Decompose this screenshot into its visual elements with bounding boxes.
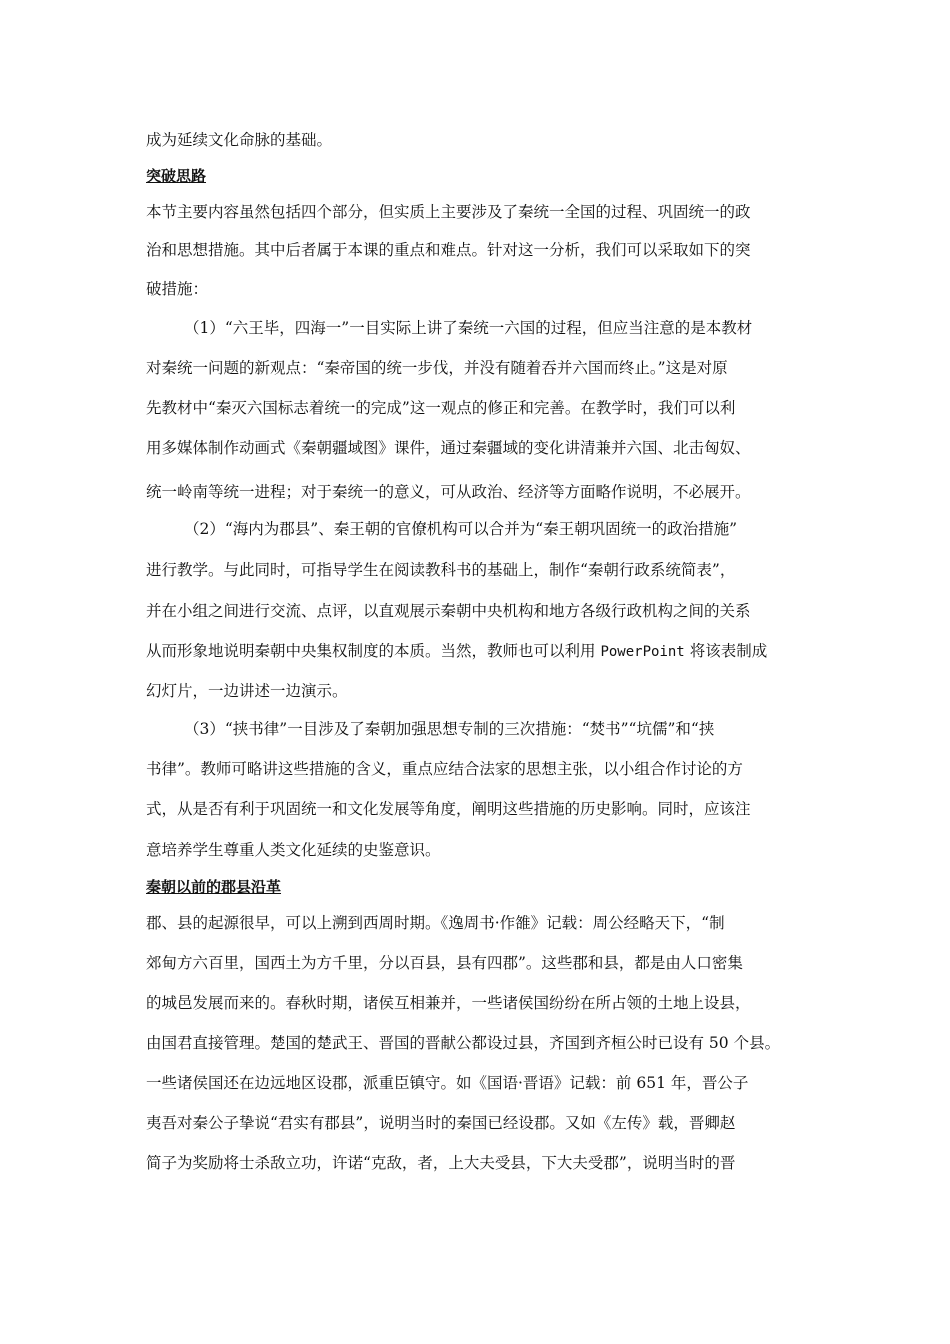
paragraph-line: 郡、县的起源很早，可以上溯到西周时期。《逸周书·作雒》记载：周公经略天下，“制 <box>146 914 725 932</box>
paragraph-line: 意培养学生尊重人类文化延续的史鉴意识。 <box>146 841 441 859</box>
paragraph-line: （1）“六王毕，四海一”一目实际上讲了秦统一六国的过程，但应当注意的是本教材 <box>184 319 753 337</box>
paragraph-line: 并在小组之间进行交流、点评，以直观展示秦朝中央机构和地方各级行政机构之间的关系 <box>146 602 751 620</box>
text-segment: 将该表制成 <box>689 642 768 660</box>
section-heading: 秦朝以前的郡县沿革 <box>146 878 282 896</box>
paragraph-line: 一些诸侯国还在边远地区设郡，派重臣镇守。如《国语·晋语》记载：前 651 年，晋公子 <box>146 1074 749 1092</box>
paragraph-line: 本节主要内容虽然包括四个部分，但实质上主要涉及了秦统一全国的过程、巩固统一的政 <box>146 203 751 221</box>
paragraph-line: 统一岭南等统一进程；对于秦统一的意义，可从政治、经济等方面略作说明，不必展开。 <box>146 483 751 501</box>
paragraph-line: 由国君直接管理。楚国的楚武王、晋国的晋献公都设过县，齐国到齐桓公时已设有 50 个县。 <box>146 1034 781 1052</box>
paragraph-line: （2）“海内为郡县”、秦王朝的官僚机构可以合并为“秦王朝巩固统一的政治措施” <box>184 520 738 538</box>
paragraph-line: （3）“挟书律”一目涉及了秦朝加强思想专制的三次措施：“焚书”“坑儒”和“挟 <box>184 720 715 738</box>
software-name: PowerPoint <box>600 644 685 660</box>
paragraph-line: 进行教学。与此同时，可指导学生在阅读教科书的基础上，制作“秦朝行政系统简表”， <box>146 561 736 579</box>
text-segment: 从而形象地说明秦朝中央集权制度的本质。当然，教师也可以利用 <box>146 642 596 660</box>
paragraph-line: 的城邑发展而来的。春秋时期，诸侯互相兼并，一些诸侯国纷纷在所占领的土地上设县， <box>146 994 751 1012</box>
paragraph-line: 治和思想措施。其中后者属于本课的重点和难点。针对这一分析，我们可以采取如下的突 <box>146 241 751 259</box>
section-heading: 突破思路 <box>146 167 207 185</box>
paragraph-line <box>146 641 816 662</box>
paragraph-line: 用多媒体制作动画式《秦朝疆域图》课件，通过秦疆域的变化讲清兼并六国、北击匈奴、 <box>146 439 751 457</box>
paragraph-line: 幻灯片，一边讲述一边演示。 <box>146 682 348 700</box>
paragraph-line: 郊甸方六百里，国西土为方千里，分以百县，县有四郡”。这些郡和县，都是由人口密集 <box>146 954 743 972</box>
paragraph-line: 成为延续文化命脉的基础。 <box>146 131 333 149</box>
paragraph-line: 对秦统一问题的新观点：“秦帝国的统一步伐，并没有随着吞并六国而终止。”这是对原 <box>146 359 728 377</box>
paragraph-line: 夷吾对秦公子挚说“君实有郡县”，说明当时的秦国已经设郡。又如《左传》载，晋卿赵 <box>146 1114 736 1132</box>
paragraph-line: 简子为奖励将士杀敌立功，许诺“克敌，者，上大夫受县，下大夫受郡”，说明当时的晋 <box>146 1154 736 1172</box>
paragraph-line: 书律”。教师可略讲这些措施的含义，重点应结合法家的思想主张，以小组合作讨论的方 <box>146 760 743 778</box>
paragraph-line: 先教材中“秦灭六国标志着统一的完成”这一观点的修正和完善。在教学时，我们可以利 <box>146 399 736 417</box>
paragraph-line: 破措施： <box>146 280 209 298</box>
paragraph-line: 式，从是否有利于巩固统一和文化发展等角度，阐明这些措施的历史影响。同时，应该注 <box>146 800 751 818</box>
